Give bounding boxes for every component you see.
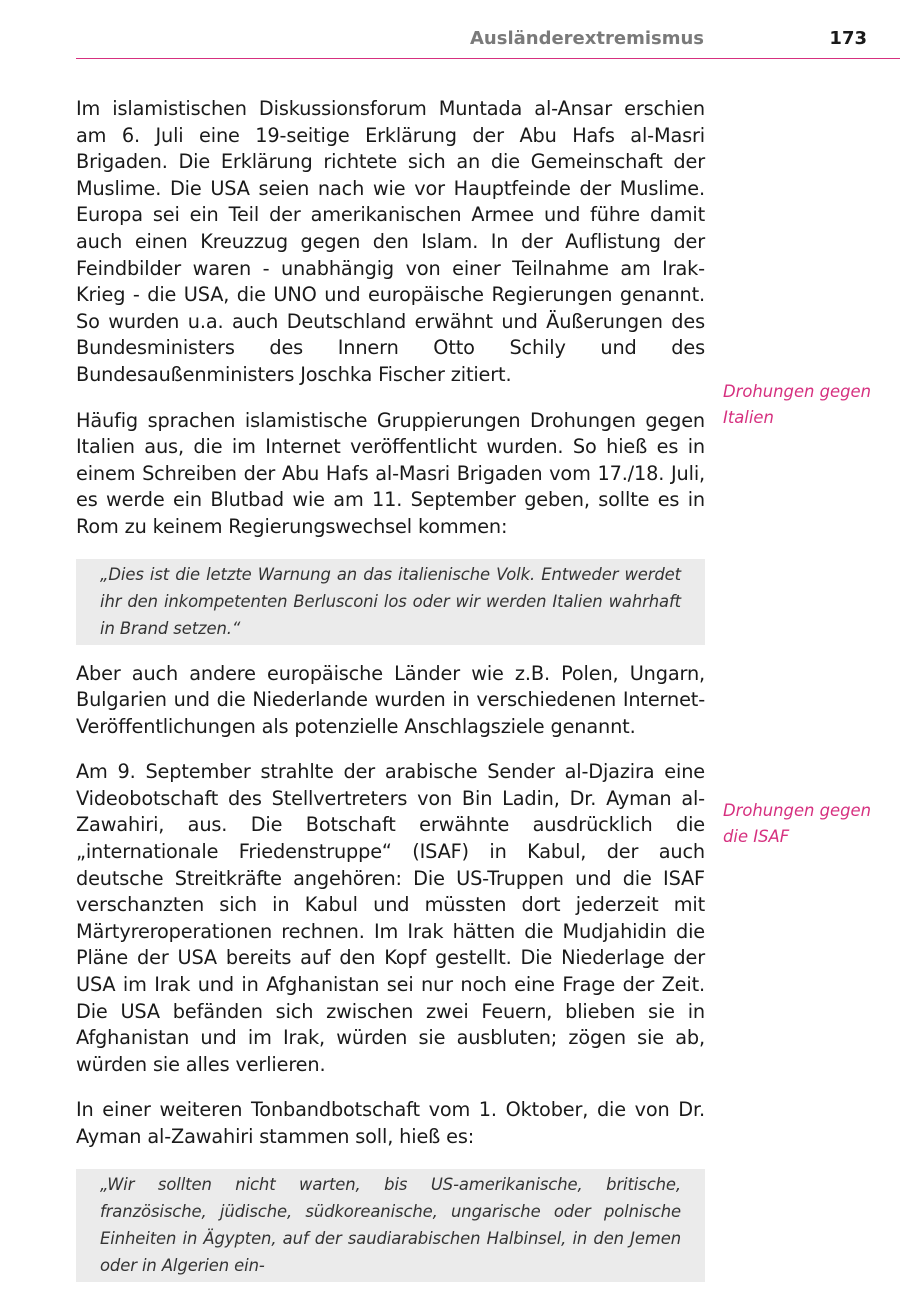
- paragraph: Häufig sprachen islamistische Gruppierungen Drohungen gegen Italien aus, die im Internet veröffentlicht wurden. So hieß es in einem Schreiben der Abu Hafs al-Masri Brigaden vom 17./18. Juli, es werde ein Blutbad wie am 11. September geben, sollte es in Rom zu keinem Regierungswechsel kommen:: [76, 408, 705, 538]
- margin-note: Drohungen gegen die ISAF: [723, 801, 872, 846]
- block-quote: „Dies ist die letzte Warnung an das italienische Volk. Entweder werdet ihr den inkompetenten Berlusconi los oder wir werden Italien wahrhaft in Brand setzen.“: [76, 559, 705, 645]
- paragraph: Aber auch andere europäische Länder wie z.B. Polen, Ungarn, Bulgarien und die Niederlande wurden in verschiedenen Internet-Veröffentlichungen als potenzielle Anschlagsziele genannt.: [76, 661, 705, 738]
- margin-note: Drohungen gegen Italien: [723, 382, 872, 427]
- paragraph: In einer weiteren Tonbandbotschaft vom 1. Oktober, die von Dr. Ayman al-Zawahiri stammen soll, hieß es:: [76, 1098, 705, 1148]
- chapter-title: Ausländerextremismus: [470, 28, 704, 49]
- main-text-column: [76, 96, 705, 1298]
- running-header: [76, 26, 900, 59]
- block-quote: „Wir sollten nicht warten, bis US-amerikanische, britische, französische, jüdische, südkoreanische, ungarische oder polnische Einheiten in Ägypten, auf der saudiarabischen Halbinsel, in den Jemen oder in Algerien ein-: [76, 1169, 705, 1282]
- paragraph: Am 9. September strahlte der arabische Sender al-Djazira eine Videobotschaft des Stellvertreters von Bin Ladin, Dr. Ayman al-Zawahiri, aus. Die Botschaft erwähnte ausdrücklich die „internationale Friedenstruppe“ (ISAF) in Kabul, der auch deutsche Streitkräfte angehören: Die US-Truppen und die ISAF verschanzten sich in Kabul und müssten dort jederzeit mit Märtyreroperationen rechnen. Im Irak hätten die Mudjahidin die Pläne der USA bereits auf den Kopf gestellt. Die Niederlage der USA im Irak und in Afghanistan sei nur noch eine Frage der Zeit. Die USA befänden sich zwischen zwei Feuern, blieben sie in Afghanistan und im Irak, würden sie ausbluten; zögen sie ab, würden sie alles verlieren.: [76, 760, 705, 1076]
- page-number: 173: [829, 28, 867, 49]
- paragraph: Im islamistischen Diskussionsforum Muntada al-Ansar erschien am 6. Juli eine 19-seitige Erklärung der Abu Hafs al-Masri Brigaden. Die Erklärung richtete sich an die Gemeinschaft der Muslime. Die USA seien nach wie vor Hauptfeinde der Muslime. Europa sei ein Teil der amerikanischen Armee und führe damit auch einen Kreuzzug gegen den Islam. In der Auflistung der Feindbilder waren - unabhängig von einer Teilnahme am Irak-Krieg - die USA, die UNO und europäische Regierungen genannt. So wurden u.a. auch Deutschland erwähnt und Äußerungen des Bundesministers des Innern Otto Schily und des Bundesaußenministers Joschka Fischer zitiert.: [76, 97, 705, 386]
